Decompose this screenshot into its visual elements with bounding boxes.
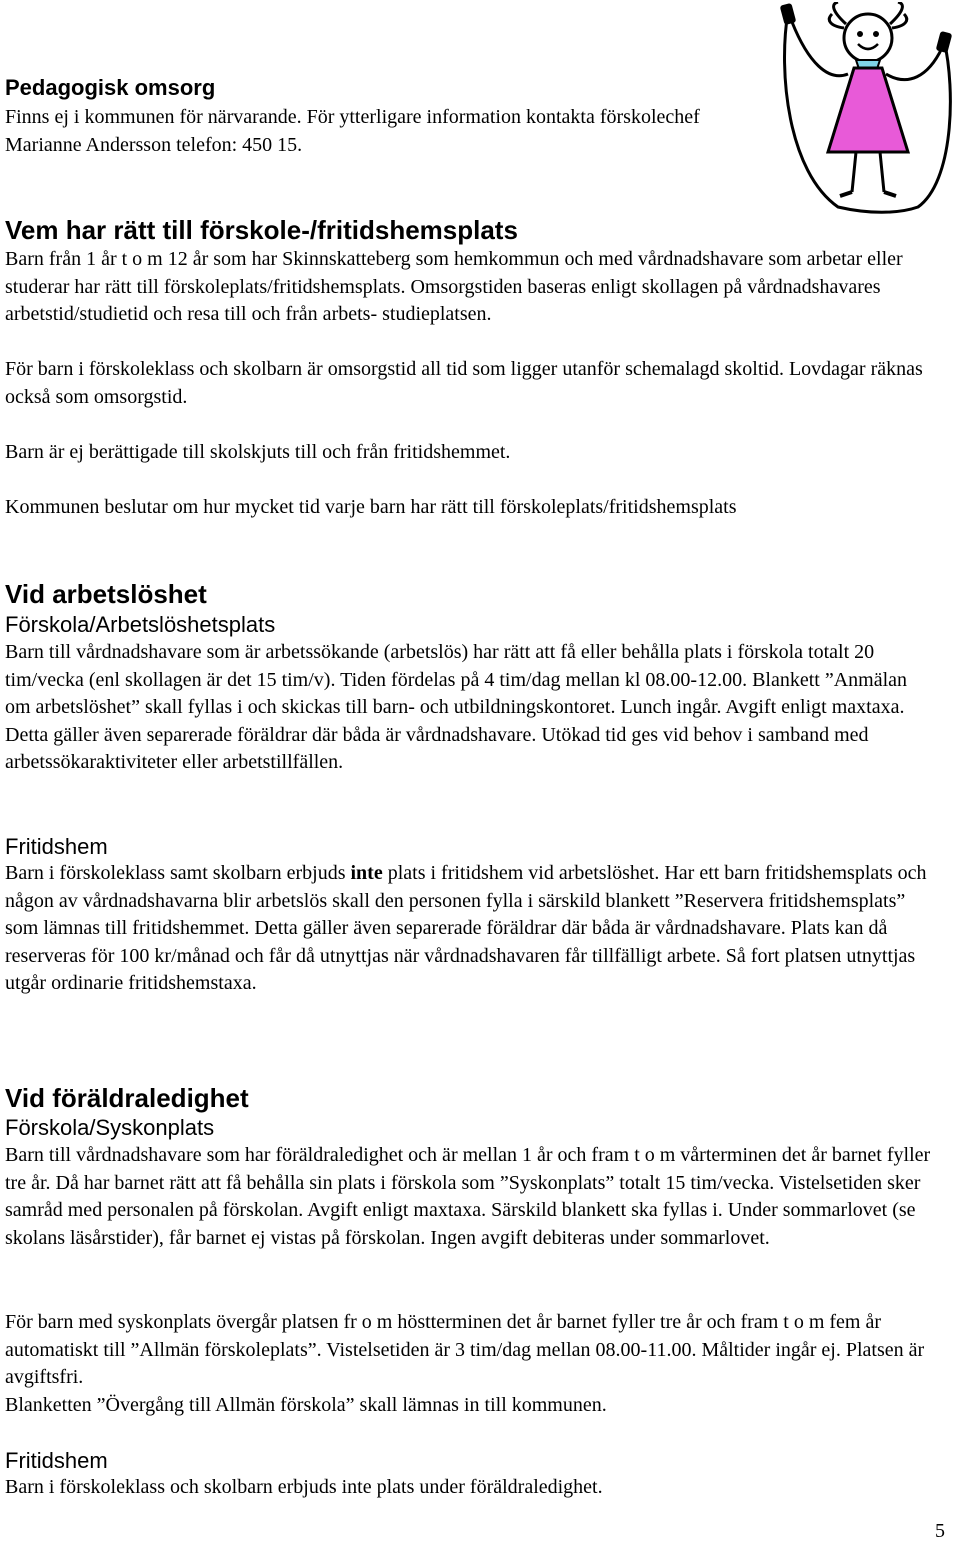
girl-jump-rope-illustration — [778, 2, 958, 214]
ratt-paragraph-4: Kommunen beslutar om hur mycket tid varje barn har rätt till förskoleplats/fritidshemsplats — [5, 496, 737, 518]
emphasis-inte: inte — [350, 862, 383, 884]
arbetsloshet-paragraph-2: Barn i förskoleklass samt skolbarn erbjuds inte plats i fritidshem vid arbetslöshet. Har ett barn fritidshemsplats och någon av vårdnadshavarna blir arbetslös skall den personen fylla i särskild blankett ”Reservera fritidshemsplats” som lämnas till fritidshemmet. Detta gäller även separerade föräldrar där båda är vårdnadshavare. Plats kan då reserveras för 100 kr/månad och får då utnyttjas när vårdnadshavaren får tillfälligt arbete. Så fort platsen utnyttjas utgår ordinarie fritidshemstaxa. — [5, 862, 927, 994]
ratt-paragraph-2: För barn i förskoleklass och skolbarn är omsorgstid all tid som ligger utanför schemalagd skoltid. Lovdagar räknas också som omsorgstid. — [5, 358, 923, 408]
ratt-paragraph-3: Barn är ej berättigade till skolskjuts till och från fritidshemmet. — [5, 441, 511, 463]
ratt-paragraph-1: Barn från 1 år t o m 12 år som har Skinnskatteberg som hemkommun och med vårdnadshavare som arbetar eller studerar har rätt till förskoleplats/fritidshemsplats. Omsorgstiden baseras enligt skollagen på vårdnadshavares arbetstid/studietid och resa till och från arbets- studieplatsen. — [5, 248, 903, 325]
pedagogisk-paragraph: Finns ej i kommunen för närvarande. För ytterligare information kontakta förskolechef Marianne Andersson telefon: 450 15. — [5, 106, 700, 156]
arbetsloshet-paragraph-1: Barn till vårdnadshavare som är arbetssökande (arbetslös) har rätt att få eller behålla plats i förskola totalt 20 tim/vecka (enl skollagen är det 15 tim/v). Tiden fördelas på 4 tim/dag mellan kl 08.00-12.00. Blankett ”Anmälan om arbetslöshet” skall fyllas i och skickas till barn- och utbildningskontoret. Lunch ingår. Avgift enligt maxtaxa. Detta gäller även separerade föräldrar där båda är vårdnadshavare. Utökad tid ges vid behov i samband med arbetssökaraktiviteter eller arbetstillfällen. — [5, 641, 908, 773]
subtitle-fritidshem-foraldraledighet: Fritidshem — [5, 1448, 108, 1473]
subtitle-fritidshem-arbetsloshet: Fritidshem — [5, 834, 108, 859]
section-title-pedagogisk-omsorg: Pedagogisk omsorg — [5, 75, 216, 100]
section-title-vem-har-ratt: Vem har rätt till förskole-/fritidshemsplats — [5, 215, 518, 245]
foraldraledighet-paragraph-1: Barn till vårdnadshavare som har föräldraledighet och är mellan 1 år och fram t o m vårterminen det år barnet fyller tre år. Då har barnet rätt att få behålla sin plats i förskola som ”Syskonplats” totalt 15 tim/vecka. Vistelsetiden sker samråd med personalen på förskolan. Avgift enligt maxtaxa. Särskild blankett ska fyllas i. Under sommarlovet (se skolans läsårstider), får barnet ej vistas på förskolan. Ingen avgift debiteras under sommarlovet. — [5, 1144, 931, 1249]
subtitle-syskonplats: Förskola/Syskonplats — [5, 1115, 215, 1140]
foraldraledighet-paragraph-2: För barn med syskonplats övergår platsen fr o m höstterminen det år barnet fyller tre år och fram t o m fem år automatiskt till ”Allmän förskoleplats”. Vistelsetiden är 3 tim/dag mellan 08.00-11.00. Måltider ingår ej. Platsen är avgiftsfri. — [5, 1311, 925, 1388]
page-number: 5 — [935, 1520, 945, 1542]
foraldraledighet-paragraph-3: Blanketten ”Övergång till Allmän förskola” skall lämnas in till kommunen. — [5, 1394, 607, 1416]
section-title-foraldraledighet: Vid föräldraledighet — [5, 1083, 249, 1113]
subtitle-arbetsloshetsplats: Förskola/Arbetslöshetsplats — [5, 612, 276, 637]
foraldraledighet-paragraph-4: Barn i förskoleklass och skolbarn erbjuds inte plats under föräldraledighet. — [5, 1476, 603, 1498]
section-title-arbetsloshet: Vid arbetslöshet — [5, 579, 207, 609]
